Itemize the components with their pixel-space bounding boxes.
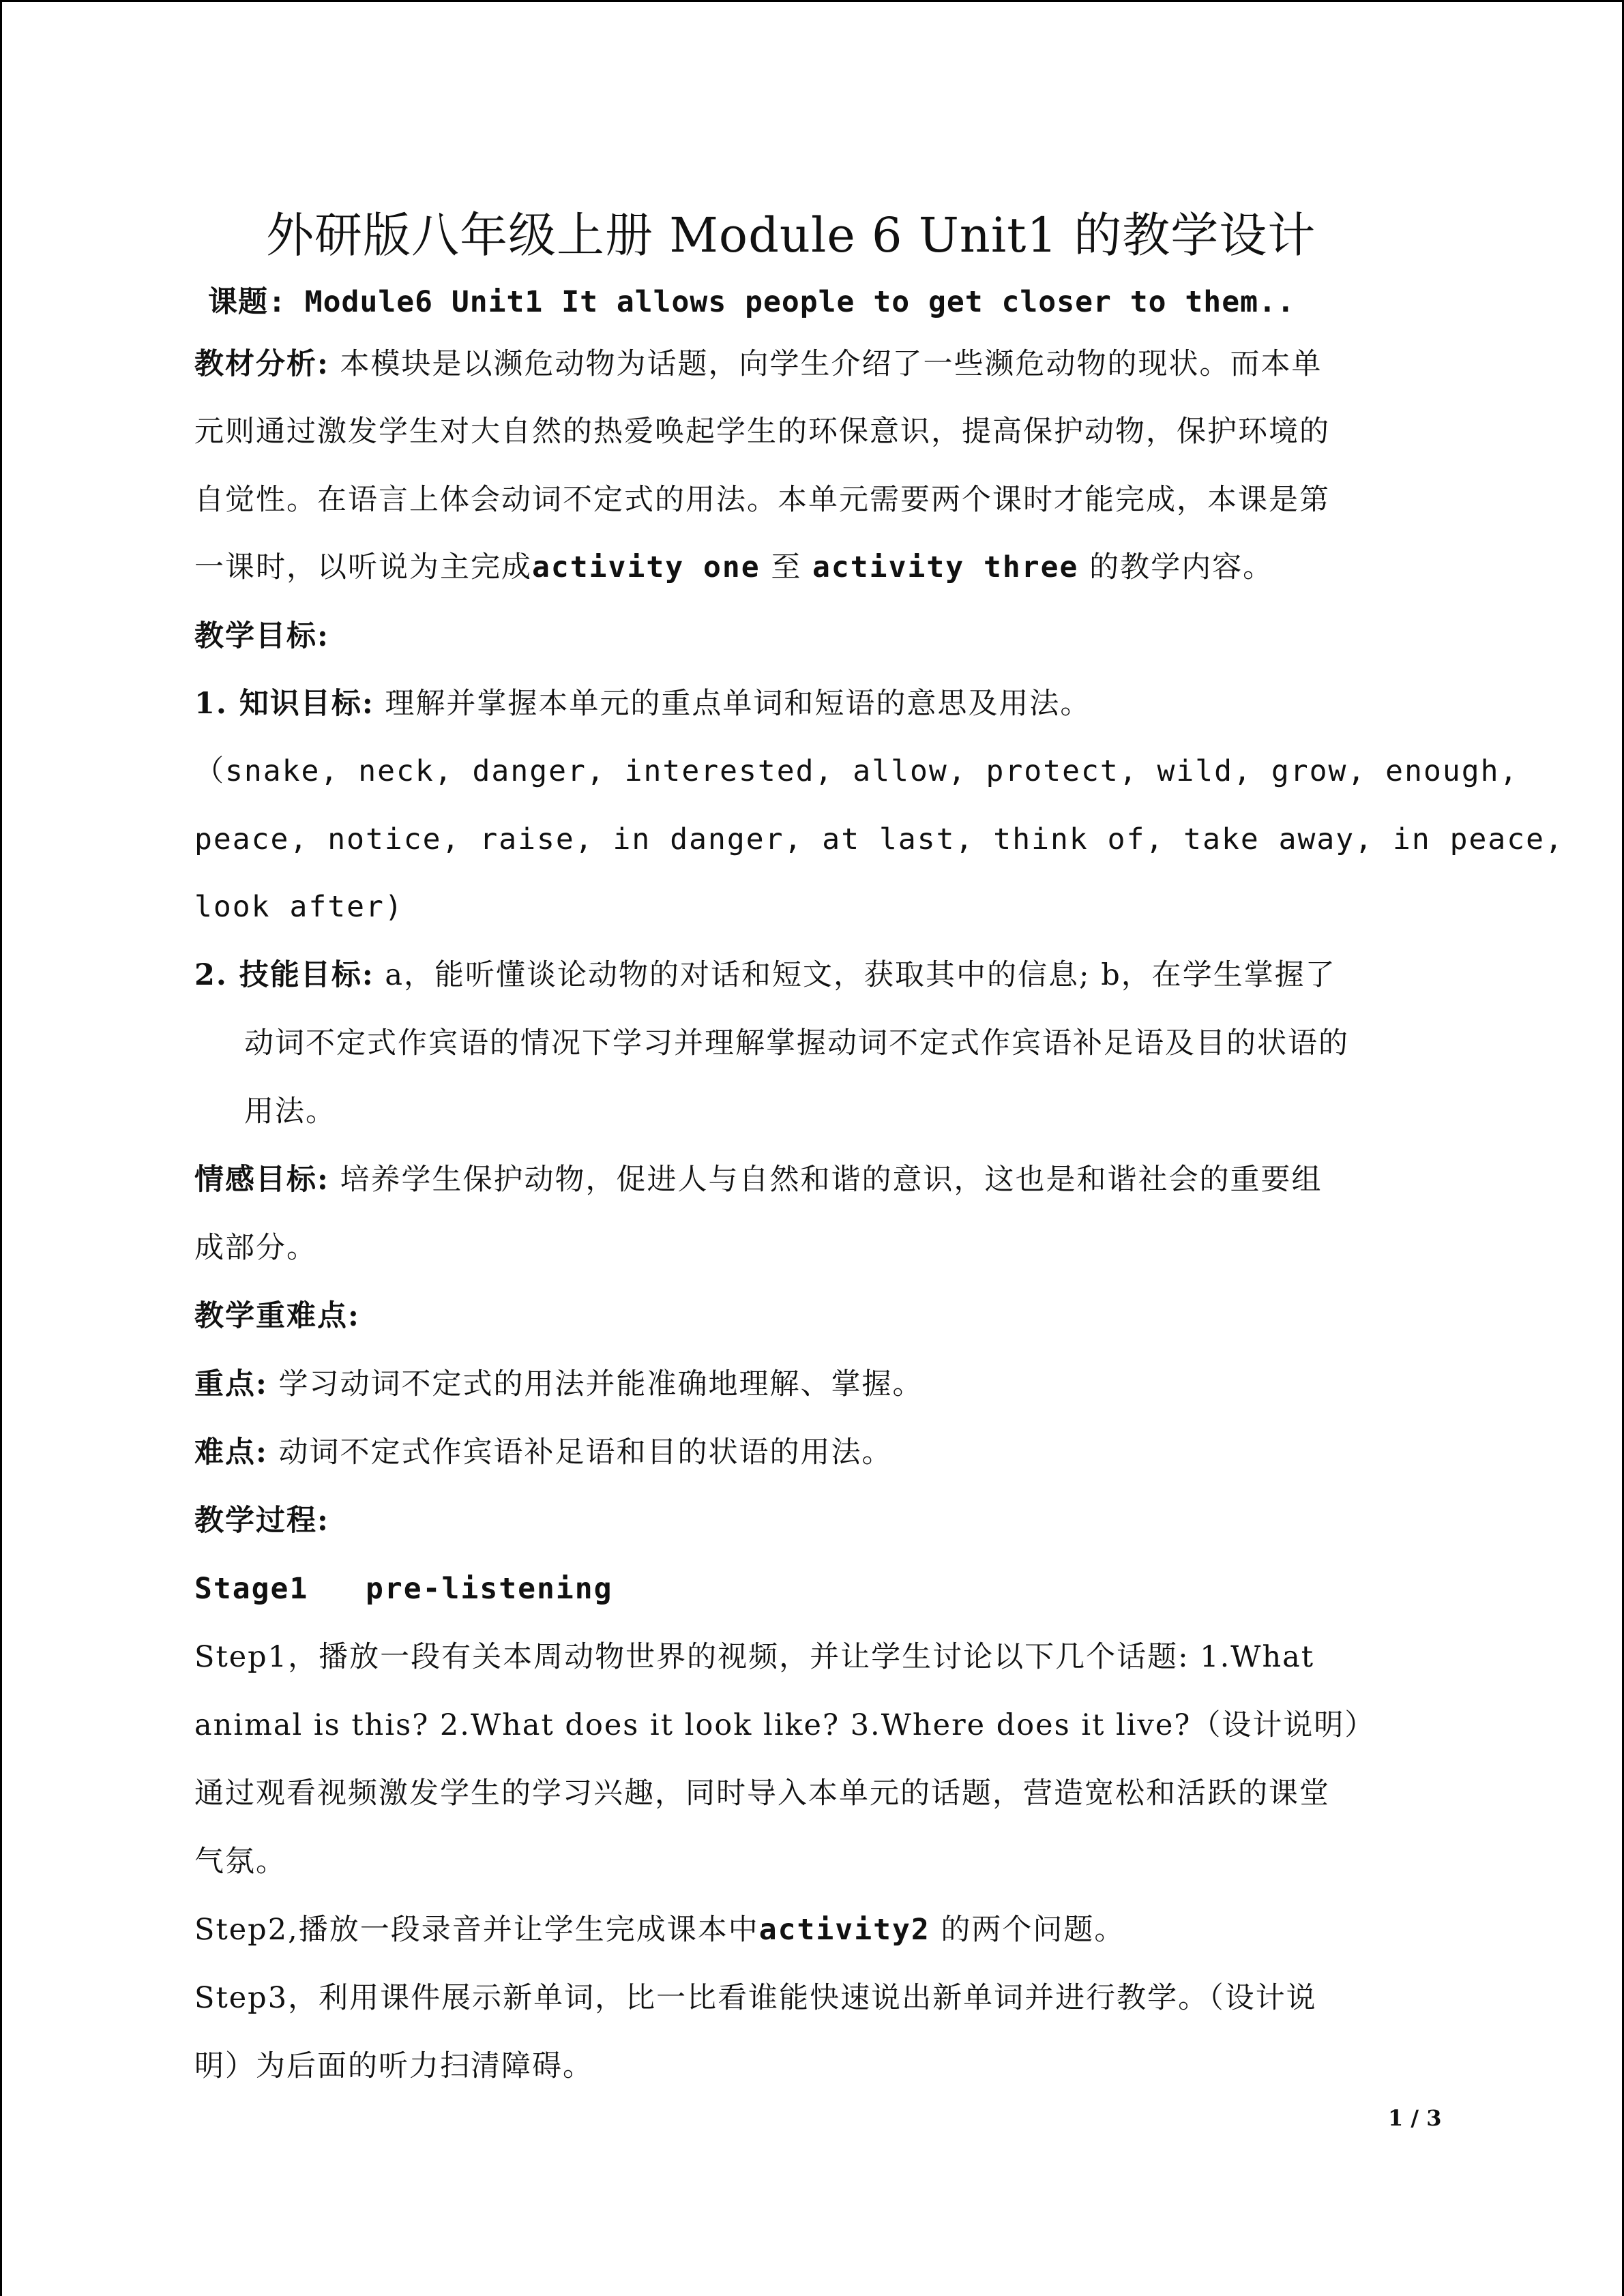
analysis-line-4 (194, 547, 1273, 588)
skill-text-1: a，能听懂谈论动物的对话和短文，获取其中的信息; b，在学生掌握了 (374, 958, 1336, 992)
process-heading: 教学过程: (194, 1504, 329, 1538)
key-point (194, 1364, 924, 1405)
key-points-heading: 教学重难点: (194, 1299, 360, 1333)
knowledge-text: 理解并掌握本单元的重点单词和短语的意思及用法。 (374, 687, 1091, 721)
stage1-heading: Stage1 pre-listening (194, 1572, 613, 1606)
analysis-line-3: 自觉性。在语言上体会动词不定式的用法。本单元需要两个课时才能完成，本课是第 (194, 483, 1330, 517)
subject-line (208, 282, 1295, 323)
knowledge-objective (194, 683, 1091, 724)
step2-text-c: 的两个问题。 (930, 1913, 1125, 1947)
knowledge-number: 1. (194, 687, 239, 721)
analysis-text-4a: 一课时，以听说为主完成 (194, 550, 532, 584)
analysis-line-1 (194, 344, 1323, 385)
vocabulary-line-1: （snake, neck, danger, interested, allow, protect, wild, grow, enough, (194, 754, 1519, 788)
analysis-label: 教材分析: (194, 347, 329, 381)
activity-three-term: activity three (812, 550, 1079, 584)
step2-text-a: Step2,播放一段录音并让学生完成课本中 (194, 1913, 759, 1947)
difficult-point-label: 难点: (194, 1435, 268, 1470)
skill-number: 2. (194, 958, 239, 992)
analysis-text-4e: 的教学内容。 (1078, 550, 1274, 584)
activity2-term: activity2 (758, 1913, 930, 1947)
skill-text-2: 动词不定式作宾语的情况下学习并理解掌握动词不定式作宾语补足语及目的状语的 (244, 1026, 1349, 1060)
skill-label: 技能目标: (239, 958, 374, 992)
difficult-point-text: 动词不定式作宾语补足语和目的状语的用法。 (267, 1435, 893, 1470)
vocabulary-line-3: look after) (194, 890, 404, 924)
page-number: 1 / 3 (1388, 2105, 1442, 2131)
subject-text: Module6 Unit1 It allows people to get closer to them.. (286, 285, 1295, 319)
emotion-text-1: 培养学生保护动物，促进人与自然和谐的意识，这也是和谐社会的重要组 (329, 1163, 1323, 1197)
activity-one-term: activity one (532, 550, 761, 584)
step1-line-3: 通过观看视频激发学生的学习兴趣，同时导入本单元的话题，营造宽松和活跃的课堂 (194, 1776, 1330, 1810)
step3-line-1: Step3，利用课件展示新单词，比一比看谁能快速说出新单词并进行教学。（设计说 (194, 1981, 1317, 2015)
step1-line-4: 气氛。 (194, 1845, 286, 1879)
step1-line-2: animal is this? 2.What does it look like? 3.Where does it live?（设计说明） (194, 1708, 1376, 1742)
skill-objective (194, 955, 1336, 996)
analysis-text-1: 本模块是以濒危动物为话题，向学生介绍了一些濒危动物的现状。而本单 (329, 347, 1323, 381)
step1-line-1: Step1，播放一段有关本周动物世界的视频，并让学生讨论以下几个话题: 1.What (194, 1640, 1315, 1674)
analysis-line-2: 元则通过激发学生对大自然的热爱唤起学生的环保意识，提高保护动物，保护环境的 (194, 415, 1330, 449)
emotion-objective (194, 1159, 1323, 1200)
difficult-point (194, 1432, 893, 1473)
step3-line-2: 明）为后面的听力扫清障碍。 (194, 2049, 593, 2083)
analysis-text-4c: 至 (760, 550, 813, 584)
skill-text-3: 用法。 (244, 1094, 336, 1129)
subject-label: 课题: (208, 285, 286, 319)
document-title: 外研版八年级上册 Module 6 Unit1 的教学设计 (266, 207, 1316, 263)
vocabulary-line-2: peace, notice, raise, in danger, at last, think of, take away, in peace, (194, 822, 1564, 856)
knowledge-label: 知识目标: (239, 687, 374, 721)
step2-line (194, 1909, 1125, 1950)
key-point-label: 重点: (194, 1367, 268, 1401)
emotion-label: 情感目标: (194, 1163, 329, 1197)
objectives-heading: 教学目标: (194, 619, 329, 653)
emotion-text-2: 成部分。 (194, 1231, 317, 1265)
key-point-text: 学习动词不定式的用法并能准确地理解、掌握。 (267, 1367, 924, 1401)
